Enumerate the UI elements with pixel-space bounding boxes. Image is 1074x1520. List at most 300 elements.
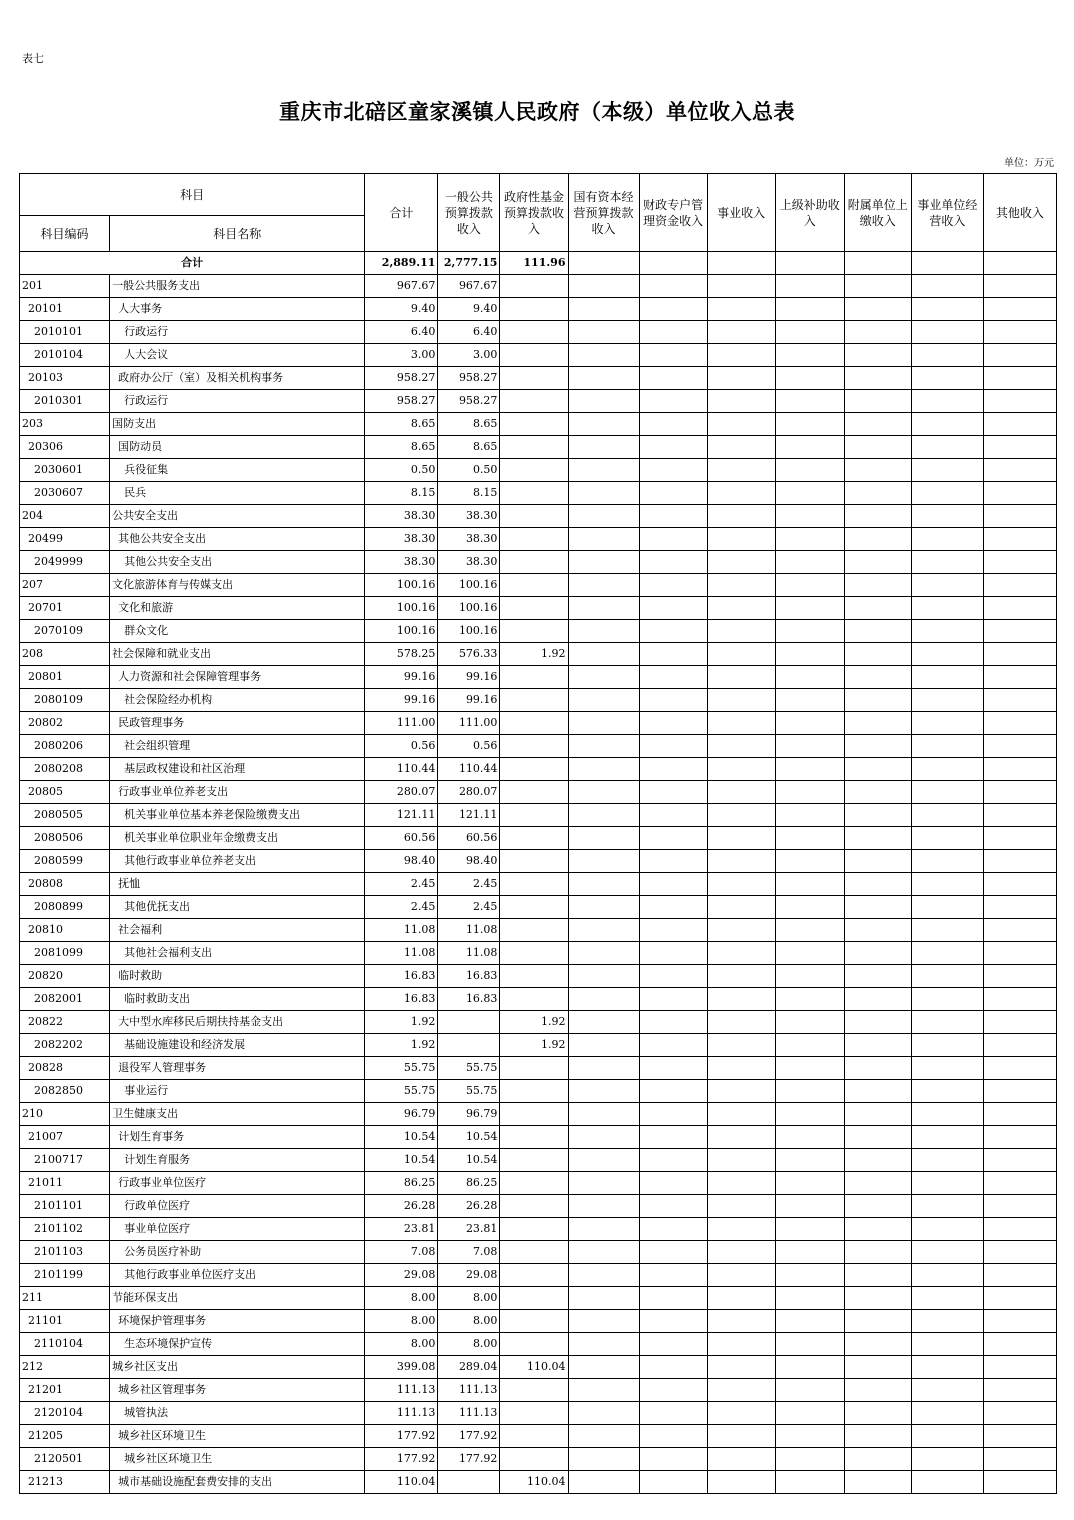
row-fund: [500, 620, 568, 643]
row-code: 2082001: [20, 988, 110, 1011]
empty-cell: [707, 620, 775, 643]
row-general: 100.16: [438, 620, 500, 643]
table-row: [20, 1172, 1057, 1195]
row-general: [438, 1011, 500, 1034]
row-code: 21101: [20, 1310, 110, 1333]
empty-cell: [775, 1448, 844, 1471]
empty-cell: [775, 367, 844, 390]
row-general: [438, 1034, 500, 1057]
table-row: [20, 436, 1057, 459]
row-general: 280.07: [438, 781, 500, 804]
empty-cell: [775, 413, 844, 436]
row-code: 20820: [20, 965, 110, 988]
empty-cell: [844, 1310, 911, 1333]
row-total: 100.16: [365, 620, 438, 643]
empty-cell: [983, 390, 1056, 413]
empty-cell: [775, 1149, 844, 1172]
table-row: [20, 781, 1057, 804]
row-code: 20801: [20, 666, 110, 689]
row-name: 计划生育事务: [110, 1126, 365, 1149]
empty-cell: [983, 712, 1056, 735]
row-total: 100.16: [365, 574, 438, 597]
empty-cell: [775, 390, 844, 413]
empty-cell: [983, 1011, 1056, 1034]
empty-cell: [911, 574, 983, 597]
row-total: 60.56: [365, 827, 438, 850]
empty-cell: [707, 1126, 775, 1149]
empty-cell: [568, 781, 639, 804]
row-code: 2101101: [20, 1195, 110, 1218]
row-fund: 110.04: [500, 1471, 568, 1494]
row-total: 26.28: [365, 1195, 438, 1218]
row-code: 2080206: [20, 735, 110, 758]
empty-cell: [639, 896, 707, 919]
row-total: 55.75: [365, 1080, 438, 1103]
page-title: 重庆市北碚区童家溪镇人民政府（本级）单位收入总表: [279, 99, 795, 124]
row-code: 2010104: [20, 344, 110, 367]
empty-cell: [568, 413, 639, 436]
empty-cell: [983, 528, 1056, 551]
empty-cell: [568, 1103, 639, 1126]
row-fund: 1.92: [500, 1034, 568, 1057]
empty-cell: [983, 850, 1056, 873]
empty-cell: [568, 482, 639, 505]
empty-cell: [775, 873, 844, 896]
row-fund: [500, 1195, 568, 1218]
row-name: 环境保护管理事务: [110, 1310, 365, 1333]
empty-cell: [911, 758, 983, 781]
row-code: 208: [20, 643, 110, 666]
row-fund: [500, 666, 568, 689]
empty-cell: [983, 367, 1056, 390]
empty-cell: [568, 896, 639, 919]
row-fund: [500, 1287, 568, 1310]
row-total: 11.08: [365, 919, 438, 942]
empty-cell: [568, 1011, 639, 1034]
empty-cell: [568, 1034, 639, 1057]
empty-cell: [983, 988, 1056, 1011]
empty-cell: [707, 1379, 775, 1402]
empty-cell: [911, 1471, 983, 1494]
empty-cell: [568, 1126, 639, 1149]
row-fund: [500, 1379, 568, 1402]
empty-cell: [911, 1011, 983, 1034]
empty-cell: [911, 1310, 983, 1333]
empty-cell: [983, 1310, 1056, 1333]
empty-cell: [983, 436, 1056, 459]
row-code: 2049999: [20, 551, 110, 574]
row-general: 96.79: [438, 1103, 500, 1126]
empty-cell: [983, 781, 1056, 804]
row-fund: [500, 1218, 568, 1241]
empty-cell: [707, 965, 775, 988]
empty-cell: [844, 482, 911, 505]
row-name: 人力资源和社会保障管理事务: [110, 666, 365, 689]
row-fund: [500, 942, 568, 965]
empty-cell: [775, 896, 844, 919]
empty-cell: [775, 643, 844, 666]
row-total: 111.13: [365, 1402, 438, 1425]
empty-cell: [639, 597, 707, 620]
empty-cell: [983, 735, 1056, 758]
row-general: 967.67: [438, 275, 500, 298]
total-label: 合计: [20, 252, 365, 275]
empty-cell: [844, 344, 911, 367]
table-row: [20, 1011, 1057, 1034]
row-general: 86.25: [438, 1172, 500, 1195]
table-row: [20, 1471, 1057, 1494]
empty-cell: [707, 1149, 775, 1172]
table-row: [20, 551, 1057, 574]
empty-cell: [911, 643, 983, 666]
header-subject: 科目: [20, 174, 365, 216]
empty-cell: [568, 1310, 639, 1333]
header-subject-code: 科目编码: [20, 216, 110, 252]
row-code: 2070109: [20, 620, 110, 643]
empty-cell: [911, 988, 983, 1011]
empty-cell: [775, 1034, 844, 1057]
empty-cell: [775, 1057, 844, 1080]
empty-cell: [707, 735, 775, 758]
table-row: [20, 413, 1057, 436]
row-total: 111.00: [365, 712, 438, 735]
row-name: 行政运行: [110, 321, 365, 344]
row-name: 城乡社区环境卫生: [110, 1448, 365, 1471]
row-general: 60.56: [438, 827, 500, 850]
empty-cell: [775, 1310, 844, 1333]
empty-cell: [639, 1310, 707, 1333]
header-affiliate-income: 附属单位上缴收入: [844, 174, 911, 252]
row-general: 576.33: [438, 643, 500, 666]
empty-cell: [983, 666, 1056, 689]
empty-cell: [983, 413, 1056, 436]
row-general: 111.13: [438, 1379, 500, 1402]
empty-cell: [983, 804, 1056, 827]
row-general: 111.13: [438, 1402, 500, 1425]
header-other-income: 其他收入: [983, 174, 1056, 252]
empty-cell: [844, 1241, 911, 1264]
empty-cell: [844, 919, 911, 942]
empty-cell: [983, 689, 1056, 712]
empty-cell: [568, 1172, 639, 1195]
empty-cell: [775, 781, 844, 804]
empty-cell: [844, 712, 911, 735]
empty-cell: [983, 919, 1056, 942]
row-general: 2.45: [438, 873, 500, 896]
empty-cell: [775, 1080, 844, 1103]
empty-cell: [911, 1034, 983, 1057]
empty-cell: [983, 574, 1056, 597]
row-general: 26.28: [438, 1195, 500, 1218]
row-total: 38.30: [365, 551, 438, 574]
row-total: 96.79: [365, 1103, 438, 1126]
empty-cell: [568, 1356, 639, 1379]
empty-cell: [639, 758, 707, 781]
row-name: 社会福利: [110, 919, 365, 942]
empty-cell: [775, 551, 844, 574]
row-code: 20499: [20, 528, 110, 551]
empty-cell: [911, 1264, 983, 1287]
row-total: 1.92: [365, 1034, 438, 1057]
row-total: 0.56: [365, 735, 438, 758]
row-fund: [500, 1057, 568, 1080]
empty-cell: [911, 321, 983, 344]
empty-cell: [568, 942, 639, 965]
empty-cell: [707, 1241, 775, 1264]
row-code: 2080109: [20, 689, 110, 712]
empty-cell: [707, 321, 775, 344]
row-name: 行政运行: [110, 390, 365, 413]
empty-cell: [911, 1149, 983, 1172]
row-total: 98.40: [365, 850, 438, 873]
empty-cell: [911, 1425, 983, 1448]
row-name: 城管执法: [110, 1402, 365, 1425]
empty-cell: [911, 1448, 983, 1471]
row-general: 29.08: [438, 1264, 500, 1287]
empty-cell: [639, 712, 707, 735]
row-general: 16.83: [438, 965, 500, 988]
empty-cell: [844, 298, 911, 321]
empty-cell: [568, 666, 639, 689]
row-name: 民政管理事务: [110, 712, 365, 735]
empty-cell: [911, 1080, 983, 1103]
row-total: 958.27: [365, 390, 438, 413]
empty-cell: [844, 1425, 911, 1448]
row-code: 2080208: [20, 758, 110, 781]
total-sum: 2,889.11: [365, 252, 438, 275]
empty-cell: [844, 643, 911, 666]
table-row: [20, 919, 1057, 942]
table-row: [20, 1425, 1057, 1448]
row-name: 社会保障和就业支出: [110, 643, 365, 666]
empty-cell: [844, 390, 911, 413]
empty-cell: [775, 1103, 844, 1126]
empty-cell: [568, 827, 639, 850]
empty-cell: [639, 1172, 707, 1195]
empty-cell: [911, 873, 983, 896]
empty-cell: [775, 804, 844, 827]
empty-cell: [639, 1034, 707, 1057]
row-name: 政府办公厅（室）及相关机构事务: [110, 367, 365, 390]
table-row: [20, 1195, 1057, 1218]
row-total: 111.13: [365, 1379, 438, 1402]
empty-cell: [775, 1241, 844, 1264]
empty-cell: [639, 988, 707, 1011]
empty-cell: [844, 1149, 911, 1172]
empty-cell: [844, 275, 911, 298]
empty-cell: [844, 1011, 911, 1034]
row-total: 23.81: [365, 1218, 438, 1241]
row-general: 8.15: [438, 482, 500, 505]
empty-cell: [707, 367, 775, 390]
empty-cell: [844, 1057, 911, 1080]
empty-cell: [775, 275, 844, 298]
empty-cell: [911, 413, 983, 436]
row-code: 21205: [20, 1425, 110, 1448]
table-row: [20, 321, 1057, 344]
empty-cell: [707, 528, 775, 551]
row-code: 212: [20, 1356, 110, 1379]
empty-cell: [844, 436, 911, 459]
empty-cell: [568, 1264, 639, 1287]
row-general: 16.83: [438, 988, 500, 1011]
row-fund: [500, 413, 568, 436]
empty-cell: [707, 666, 775, 689]
empty-cell: [775, 712, 844, 735]
row-code: 20810: [20, 919, 110, 942]
row-name: 事业单位医疗: [110, 1218, 365, 1241]
empty-cell: [639, 689, 707, 712]
empty-cell: [568, 804, 639, 827]
empty-cell: [844, 1333, 911, 1356]
empty-cell: [983, 873, 1056, 896]
empty-cell: [775, 459, 844, 482]
row-name: 机关事业单位职业年金缴费支出: [110, 827, 365, 850]
row-fund: [500, 1103, 568, 1126]
row-name: 一般公共服务支出: [110, 275, 365, 298]
row-total: 8.65: [365, 436, 438, 459]
row-name: 公共安全支出: [110, 505, 365, 528]
empty-cell: [983, 551, 1056, 574]
empty-cell: [568, 459, 639, 482]
empty-cell: [911, 298, 983, 321]
empty-cell: [568, 1241, 639, 1264]
header-business-income: 事业收入: [707, 174, 775, 252]
empty-cell: [775, 1379, 844, 1402]
empty-cell: [983, 1149, 1056, 1172]
row-code: 20822: [20, 1011, 110, 1034]
row-general: 11.08: [438, 919, 500, 942]
empty-cell: [568, 873, 639, 896]
empty-cell: [707, 1057, 775, 1080]
row-general: 0.56: [438, 735, 500, 758]
row-fund: [500, 1448, 568, 1471]
empty-cell: [639, 1333, 707, 1356]
empty-cell: [707, 1356, 775, 1379]
empty-cell: [775, 942, 844, 965]
table-row: [20, 758, 1057, 781]
empty-cell: [568, 1195, 639, 1218]
empty-cell: [983, 827, 1056, 850]
row-total: 100.16: [365, 597, 438, 620]
row-total: 8.00: [365, 1287, 438, 1310]
row-fund: [500, 1264, 568, 1287]
row-name: 兵役征集: [110, 459, 365, 482]
empty-cell: [639, 436, 707, 459]
row-code: 203: [20, 413, 110, 436]
empty-cell: [639, 781, 707, 804]
empty-cell: [568, 574, 639, 597]
empty-cell: [568, 597, 639, 620]
row-fund: 1.92: [500, 643, 568, 666]
row-fund: [500, 1402, 568, 1425]
row-code: 2081099: [20, 942, 110, 965]
table-row: [20, 1264, 1057, 1287]
empty-cell: [568, 643, 639, 666]
table-row: [20, 689, 1057, 712]
empty-cell: [639, 344, 707, 367]
empty-cell: [775, 1425, 844, 1448]
empty-cell: [911, 551, 983, 574]
row-fund: [500, 827, 568, 850]
empty-cell: [775, 574, 844, 597]
row-name: 人大事务: [110, 298, 365, 321]
empty-cell: [983, 1057, 1056, 1080]
row-fund: [500, 436, 568, 459]
empty-cell: [707, 551, 775, 574]
empty-cell: [707, 1080, 775, 1103]
empty-cell: [844, 1218, 911, 1241]
row-fund: [500, 919, 568, 942]
row-fund: [500, 597, 568, 620]
empty-cell: [568, 436, 639, 459]
empty-cell: [707, 1448, 775, 1471]
empty-cell: [568, 1402, 639, 1425]
empty-cell: [707, 758, 775, 781]
empty-cell: [639, 873, 707, 896]
row-name: 其他行政事业单位医疗支出: [110, 1264, 365, 1287]
row-fund: [500, 344, 568, 367]
table-row: [20, 482, 1057, 505]
empty-cell: [983, 298, 1056, 321]
row-code: 2080505: [20, 804, 110, 827]
empty-cell: [639, 1149, 707, 1172]
table-row: [20, 1241, 1057, 1264]
empty-cell: [639, 1287, 707, 1310]
row-name: 其他行政事业单位养老支出: [110, 850, 365, 873]
empty-cell: [775, 965, 844, 988]
empty-cell: [775, 620, 844, 643]
empty-cell: [775, 505, 844, 528]
table-row: [20, 367, 1057, 390]
row-name: 基础设施建设和经济发展: [110, 1034, 365, 1057]
empty-cell: [911, 919, 983, 942]
row-name: 生态环境保护宣传: [110, 1333, 365, 1356]
empty-cell: [911, 666, 983, 689]
row-code: 2010101: [20, 321, 110, 344]
empty-cell: [707, 459, 775, 482]
row-total: 55.75: [365, 1057, 438, 1080]
row-fund: 1.92: [500, 1011, 568, 1034]
empty-cell: [639, 1195, 707, 1218]
empty-cell: [707, 689, 775, 712]
table-row: [20, 850, 1057, 873]
empty-cell: [568, 735, 639, 758]
table-row: [20, 1057, 1057, 1080]
header-general-budget: 一般公共预算拨款收入: [438, 174, 500, 252]
row-fund: [500, 1333, 568, 1356]
empty-cell: [983, 1333, 1056, 1356]
row-general: 6.40: [438, 321, 500, 344]
empty-cell: [983, 1379, 1056, 1402]
empty-cell: [844, 321, 911, 344]
row-total: 38.30: [365, 505, 438, 528]
row-general: 2.45: [438, 896, 500, 919]
row-code: 2030601: [20, 459, 110, 482]
row-fund: [500, 551, 568, 574]
row-fund: [500, 712, 568, 735]
empty-cell: [775, 321, 844, 344]
row-total: 99.16: [365, 689, 438, 712]
empty-cell: [775, 1126, 844, 1149]
table-row: [20, 1103, 1057, 1126]
empty-cell: [707, 850, 775, 873]
empty-cell: [707, 919, 775, 942]
empty-cell: [707, 873, 775, 896]
row-code: 201: [20, 275, 110, 298]
row-name: 其他公共安全支出: [110, 528, 365, 551]
empty-cell: [775, 689, 844, 712]
